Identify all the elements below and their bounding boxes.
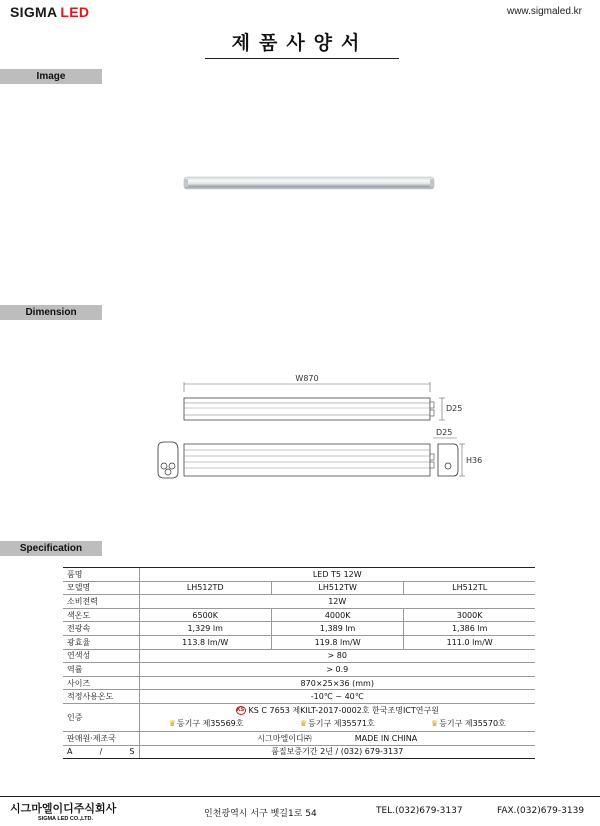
crown-icon: ♛ [168,719,176,729]
depth-top-label: D25 [446,404,463,413]
spec-value: LH512TL [404,581,535,595]
spec-value: -10℃ ~ 40℃ [139,690,535,704]
country-of-origin: MADE IN CHINA [354,733,418,743]
table-row [63,608,535,622]
spec-table [63,567,535,759]
spec-value: 1,329 lm [139,622,271,636]
spec-value: 4000K [271,608,403,622]
table-row [63,663,535,677]
table-row [63,731,535,745]
spec-value: > 80 [139,649,535,663]
spec-value: 1,386 lm [404,622,535,636]
page-title: 제품사양서 [231,32,369,54]
spec-value: 113.8 lm/W [139,635,271,649]
seller-name: 시그마엘이디㈜ [257,733,312,743]
end-cap-left-icon [158,442,178,478]
spec-value [139,731,535,745]
product-tube-image [183,176,435,190]
registration-text: 등기구 제35570호 [439,719,506,729]
depth-side-label: D25 [436,428,453,437]
table-row [63,703,535,731]
spec-label: 모델명 [63,581,139,595]
logo-text-sigma: SIGMA [10,4,58,20]
telephone: TEL.(032)679-3137 [376,806,463,816]
ks-certification-text: KS C 7653 제KILT-2017-0002호 한국조명ICT연구원 [248,706,439,716]
table-row [63,568,535,582]
spec-label: 광효율 [63,635,139,649]
table-row [63,581,535,595]
crown-icon: ♛ [430,719,439,729]
title-underline [205,58,399,59]
logo-text-led: LED [60,4,90,20]
table-row [63,635,535,649]
spec-value: 119.8 lm/W [271,635,403,649]
spec-value: 3000K [404,608,535,622]
spec-label: 전광속 [63,622,139,636]
company-name-english: SIGMA LED CO.,LTD. [38,816,93,822]
spec-value: > 0.9 [139,663,535,677]
spec-value: 111.0 lm/W [404,635,535,649]
table-row [63,690,535,704]
table-row [63,676,535,690]
crown-icon: ♛ [299,719,307,729]
spec-value: 품질보증기간 2년 / (032) 679-3137 [139,745,535,759]
spec-value: LH512TW [271,581,403,595]
registration-text: 등기구 제35569호 [176,719,244,729]
spec-value: 870×25×36 (mm) [139,676,535,690]
registration-text: 등기구 제35571호 [308,719,375,729]
spec-label: 사이즈 [63,676,139,690]
table-row [63,622,535,636]
spec-value: 6500K [139,608,271,622]
table-row [63,595,535,609]
width-label: W870 [295,374,319,383]
spec-label: 인증 [63,703,139,731]
top-view-body [184,398,430,420]
footer-divider [0,796,600,797]
spec-label: A / S [63,745,139,759]
spec-label: 역률 [63,663,139,677]
company-name-korean: 시그마엘이디주식회사 [10,802,117,815]
spec-label: 품명 [63,568,139,582]
spec-value: LH512TD [139,581,271,595]
spec-label: 판매원·제조국 [63,731,139,745]
section-header-specification: Specification [0,541,102,556]
spec-value: LED T5 12W [139,568,535,582]
end-cap-right-icon [438,444,458,476]
spec-value: 12W [139,595,535,609]
dimension-drawing [150,370,483,490]
spec-value: 1,389 lm [271,622,403,636]
spec-label: 적정사용온도 [63,690,139,704]
fax-number: FAX.(032)679-3139 [497,806,585,816]
spec-label: 연색성 [63,649,139,663]
side-view-body [184,444,430,476]
company-logo [10,4,89,20]
section-header-dimension: Dimension [0,305,102,320]
company-address: 인천광역시 서구 벳길1로 54 [204,809,317,819]
section-header-image: Image [0,69,102,84]
table-row [63,745,535,759]
website-url[interactable]: www.sigmaled.kr [506,6,582,17]
height-label: H36 [466,456,483,465]
certification-cell [139,703,535,731]
spec-label: 소비전력 [63,595,139,609]
table-row [63,649,535,663]
spec-label: 색온도 [63,608,139,622]
ks-mark-icon: KS [236,707,245,714]
